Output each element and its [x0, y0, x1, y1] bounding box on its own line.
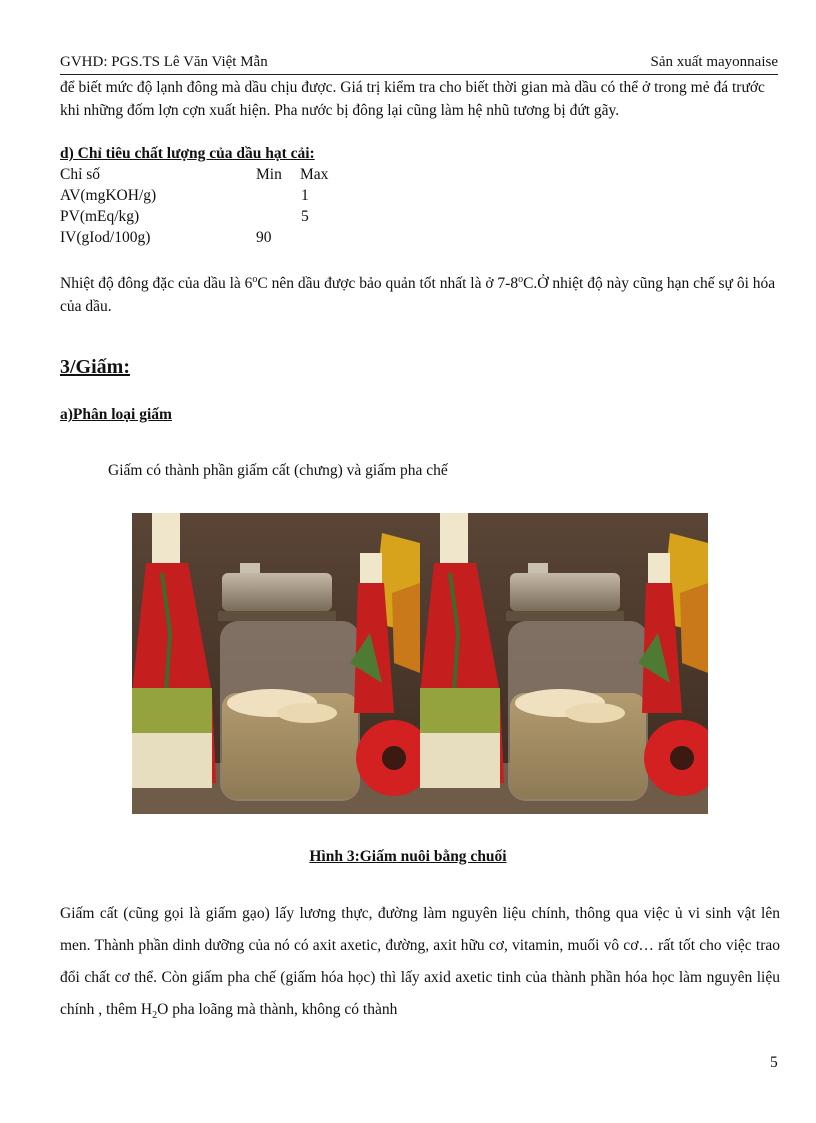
vinegar-paragraph [60, 898, 780, 1032]
row-label: AV(mgKOH/g) [60, 187, 157, 204]
row-max: 1 [301, 187, 309, 204]
degree-sup-1: o [252, 274, 258, 285]
storage-paragraph [60, 268, 780, 318]
vinegar-intro: Giấm có thành phần giấm cất (chưng) và giấm pha chế [108, 462, 448, 479]
section-d-title: d) Chỉ tiêu chất lượng của dầu hạt cải: [60, 145, 315, 162]
row-label: IV(gIod/100g) [60, 229, 151, 246]
storage-text-c: C.Ở nhiệt độ này cũng hạn chế sự ôi hóa của dầu. [60, 275, 776, 316]
storage-text-a: Nhiệt độ đông đặc của dầu là 6 [60, 275, 253, 293]
vinegar-text-b: O pha loãng mà thành, không có thành [157, 1001, 398, 1018]
degree-sup-2: o [518, 274, 524, 285]
vinegar-text-a: Giấm cất (cũng gọi là giấm gạo) lấy lương thực, đường làm nguyên liệu chính, thông qua việc ủ vi sinh vật lên men. Thành phần dinh dưỡng của nó có axit axetic, đường, axit hữu cơ, vitamin, muối vô cơ… rất tốt cho việc trao đổi chất cơ thể. Còn giấm pha chế (giấm hóa học) thì lấy axid axetic tinh của thành phần hóa học làm nguyên liệu chính , thêm H [60, 905, 780, 1018]
storage-text-b: C nên dầu được bảo quản tốt nhất là ở 7-8 [257, 275, 519, 293]
row-min: 90 [256, 229, 272, 246]
subsection-a-title: a)Phân loại giấm [60, 406, 172, 423]
page-header [60, 54, 778, 75]
intro-paragraph: để biết mức độ lạnh đông mà dầu chịu được. Giá trị kiểm tra cho biết thời gian mà dầu có thể ở trong mẻ đá trước khi những đốm lợn cợn xuất hiện. Pha nước bị đông lại cũng làm hệ nhũ tương bị đứt gãy. [60, 79, 765, 119]
header-left: GVHD: PGS.TS Lê Văn Việt Mẫn [60, 54, 268, 70]
row-label: PV(mEq/kg) [60, 208, 140, 225]
table-header-row [60, 165, 360, 185]
header-right: Sản xuất mayonnaise [650, 54, 778, 70]
page-number: 5 [770, 1054, 778, 1071]
section-3-title: 3/Giấm: [60, 356, 130, 378]
col-header-max: Max [300, 166, 329, 183]
caption-text: Giấm nuôi bằng chuối [359, 848, 507, 865]
table-row [60, 228, 360, 248]
h2o-subscript: 2 [152, 1010, 158, 1022]
row-max: 5 [301, 208, 309, 225]
col-header-min: Min [256, 166, 282, 183]
caption-prefix: Hình 3: [309, 848, 360, 865]
table-row [60, 186, 360, 206]
figure-caption [0, 848, 816, 866]
col-header-index: Chỉ số [60, 166, 101, 183]
vinegar-banana-photo [132, 513, 708, 814]
table-row [60, 207, 360, 227]
